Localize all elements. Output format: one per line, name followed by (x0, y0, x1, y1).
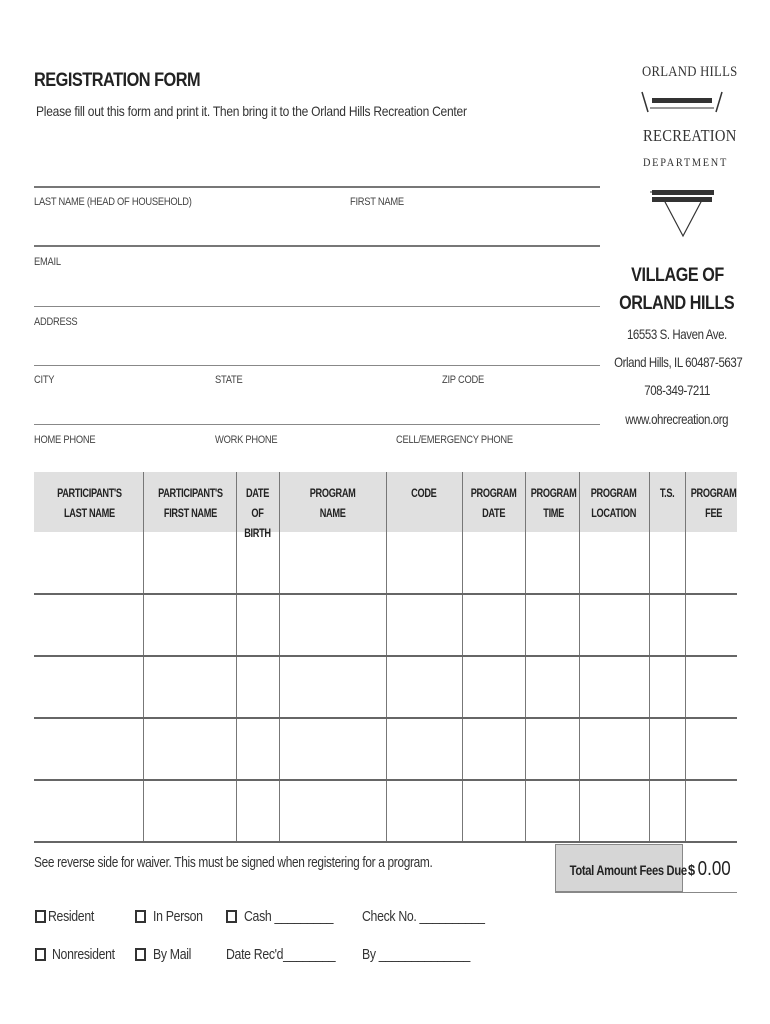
address-label: ADDRESS (34, 316, 78, 328)
city-line (34, 365, 600, 366)
village-name-line2: ORLAND HILLS (619, 293, 735, 314)
table-row[interactable] (34, 779, 737, 781)
work-phone-label: WORK PHONE (215, 434, 278, 446)
name-line (34, 186, 600, 188)
received-by-field[interactable]: By ______________ (362, 946, 470, 963)
col-divider (685, 472, 686, 842)
col-ts: T.S. (659, 488, 675, 500)
village-city-state-zip: Orland Hills, IL 60487-5637 (614, 354, 743, 370)
col-program-location: PROGRAM LOCATION (591, 488, 637, 520)
cell-phone-label: CELL/EMERGENCY PHONE (396, 434, 513, 446)
col-divider (236, 472, 237, 842)
col-divider (279, 472, 280, 842)
col-divider (579, 472, 580, 842)
state-label: STATE (215, 374, 243, 386)
in-person-label: In Person (153, 908, 203, 925)
col-participant-last-name: PARTICIPANT'S LAST NAME (56, 488, 122, 520)
date-received-field[interactable]: Date Rec'd________ (226, 946, 336, 963)
form-title: REGISTRATION FORM (34, 70, 201, 91)
check-number-field[interactable]: Check No. __________ (362, 908, 485, 925)
village-name-line1: VILLAGE OF (630, 265, 724, 286)
col-program-name: PROGRAM NAME (309, 488, 356, 520)
col-divider (386, 472, 387, 842)
resident-checkbox[interactable] (35, 910, 46, 923)
table-row[interactable] (34, 717, 737, 719)
by-mail-label: By Mail (153, 946, 192, 963)
col-divider (525, 472, 526, 842)
table-row[interactable] (34, 655, 737, 657)
table-row[interactable] (34, 593, 737, 595)
logo-recreation: RECREATION (643, 126, 737, 145)
col-divider (649, 472, 650, 842)
cash-field[interactable]: Cash _________ (244, 908, 334, 925)
cash-checkbox[interactable] (226, 910, 237, 923)
in-person-checkbox[interactable] (135, 910, 146, 923)
col-divider (462, 472, 463, 842)
address-line (34, 306, 600, 307)
phone-line (34, 424, 600, 425)
village-website[interactable]: www.ohrecreation.org (625, 411, 729, 427)
currency-symbol: $ (688, 862, 696, 879)
email-label: EMAIL (34, 256, 61, 268)
zip-label: ZIP CODE (442, 374, 484, 386)
total-amount: $ 0.00 (688, 858, 731, 880)
first-name-label: FIRST NAME (350, 196, 404, 208)
col-participant-first-name: PARTICIPANT'S FIRST NAME (157, 488, 223, 520)
nonresident-checkbox[interactable] (35, 948, 46, 961)
logo-triangle-icon (648, 186, 718, 240)
logo-orland-hills: ORLAND HILLS (642, 64, 738, 80)
col-divider (143, 472, 144, 842)
col-program-time: PROGRAM TIME (530, 488, 577, 520)
total-underline (555, 892, 737, 893)
city-label: CITY (34, 374, 55, 386)
by-mail-checkbox[interactable] (135, 948, 146, 961)
last-name-label: LAST NAME (HEAD OF HOUSEHOLD) (34, 196, 192, 208)
form-instructions: Please fill out this form and print it. Then bring it to the Orland Hills Recreation Center (36, 103, 467, 119)
col-program-fee: PROGRAM FEE (690, 488, 737, 520)
nonresident-label: Nonresident (52, 946, 115, 963)
email-line (34, 245, 600, 247)
total-label: Total Amount Fees Due (569, 862, 687, 878)
village-address: 16553 S. Haven Ave. (627, 326, 727, 342)
col-code: CODE (411, 488, 437, 500)
table-row[interactable] (34, 841, 737, 843)
waiver-note: See reverse side for waiver. This must be signed when registering for a program. (34, 855, 433, 871)
col-date-of-birth: DATE OF BIRTH (244, 488, 271, 540)
col-program-date: PROGRAM DATE (470, 488, 517, 520)
home-phone-label: HOME PHONE (34, 434, 96, 446)
village-phone: 708-349-7211 (644, 382, 710, 398)
logo-department: DEPARTMENT (643, 155, 729, 169)
resident-label: Resident (48, 908, 94, 925)
